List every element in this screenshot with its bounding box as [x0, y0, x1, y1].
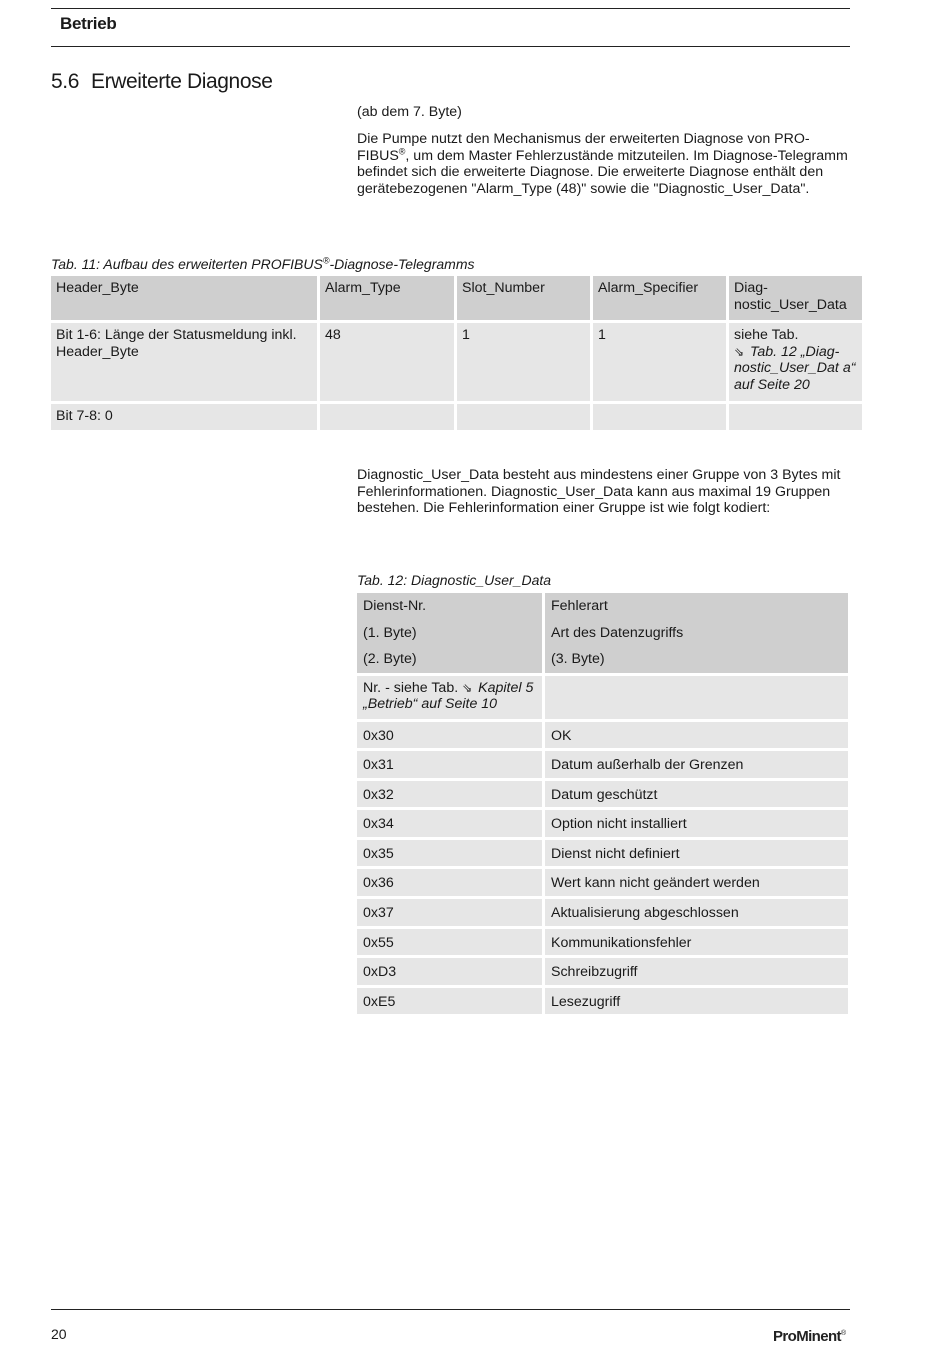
cell-code: 0x32 [357, 781, 542, 808]
table12-caption: Tab. 12: Diagnostic_User_Data [357, 572, 552, 588]
cell-service-number-note [357, 676, 542, 719]
cell-slot-number: 1 [457, 323, 590, 401]
table-header-row [357, 593, 848, 673]
cell-alarm-type: 48 [320, 323, 454, 401]
table-row [357, 722, 848, 749]
diagnose-telegram-table [48, 273, 865, 433]
header-cell-diagnostic-user-data: Diag-nostic_User_Data [729, 276, 862, 320]
table11-caption [51, 256, 474, 272]
note-prefix: Nr. - siehe Tab. [363, 679, 459, 696]
header-cell-alarm-specifier: Alarm_Specifier [593, 276, 726, 320]
table-row [357, 988, 848, 1015]
header-cell-error-type [545, 593, 848, 673]
table-row [51, 323, 862, 401]
logo-text: ProMinent [773, 1328, 841, 1345]
cell-description: Aktualisierung abgeschlossen [545, 899, 848, 926]
table-row [51, 404, 862, 430]
intro-text-part1: Die Pumpe nutzt den Mechanismus der erweiterten Diagnose von PRO-FIBUS [357, 131, 810, 164]
cell-empty [729, 404, 862, 430]
cell-code: 0x31 [357, 751, 542, 778]
cell-header-byte: Bit 7-8: 0 [51, 404, 317, 430]
header-line: (2. Byte) [363, 651, 417, 667]
section-heading [51, 70, 273, 94]
table-row [357, 810, 848, 837]
cell-code: 0x34 [357, 810, 542, 837]
table11-caption-part2: -Diagnose-Telegramms [329, 256, 475, 272]
cell-description: Kommunikationsfehler [545, 929, 848, 956]
table-row [357, 840, 848, 867]
table-row [357, 958, 848, 985]
diagnostic-user-data-paragraph: Diagnostic_User_Data besteht aus mindestens einer Gruppe von 3 Bytes mit Fehlerinformationen. Diagnostic_User_Data kann aus maximal 19 Gruppen bestehen. Die Fehlerinformation einer Gruppe ist wie folgt kodiert: [357, 467, 841, 517]
page-number: 20 [51, 1326, 67, 1342]
table-row [357, 751, 848, 778]
cell-code: 0xD3 [357, 958, 542, 985]
cell-description: Datum außerhalb der Grenzen [545, 751, 848, 778]
table12-cross-reference-link[interactable] [734, 344, 855, 393]
header-cell-alarm-type: Alarm_Type [320, 276, 454, 320]
table-row [357, 869, 848, 896]
cell-code: 0xE5 [357, 988, 542, 1015]
header-top-rule [51, 8, 850, 9]
section-number: 5.6 [51, 70, 79, 93]
table11-caption-part1: Tab. 11: Aufbau des erweiterten PROFIBUS [51, 256, 323, 272]
cross-reference-text: Tab. 12 „Diag-nostic_User_Dat a“ auf Seite 20 [734, 343, 856, 393]
intro-text-part2: , um dem Master Fehlerzustände mitzuteilen. Im Diagnose-Telegramm befindet sich die erweiterte Diagnose. Die erweiterte Diagnose enthält den gerätebezogenen "Alarm_Type (48)" sowie die "Diagnostic_User_Data". [357, 147, 848, 197]
logo-registered-mark: ® [840, 1330, 846, 1337]
cell-description: Lesezugriff [545, 988, 848, 1015]
running-header: Betrieb [60, 14, 117, 33]
header-cell-header-byte: Header_Byte [51, 276, 317, 320]
table-row [357, 676, 848, 719]
cell-code: 0x35 [357, 840, 542, 867]
cell-code: 0x37 [357, 899, 542, 926]
cell-diagnostic-user-data [729, 323, 862, 401]
cross-reference-arrow-icon: ⇘ [462, 680, 473, 695]
table11-caption-reg: ® [322, 255, 330, 266]
cross-reference-text: Kapitel 5 „Betrieb“ auf Seite 10 [363, 679, 534, 713]
header-line: (1. Byte) [363, 624, 417, 641]
header-line: Dienst-Nr. [363, 598, 427, 614]
cell-alarm-specifier: 1 [593, 323, 726, 401]
cell-empty [457, 404, 590, 430]
cell-code: 0x36 [357, 869, 542, 896]
header-cell-service-number [357, 593, 542, 673]
header-cell-slot-number: Slot_Number [457, 276, 590, 320]
diagnostic-user-data-table [354, 590, 851, 1017]
table-row [357, 899, 848, 926]
header-line: Fehlerart [551, 598, 608, 614]
table-row [357, 781, 848, 808]
intro-paragraph [357, 131, 852, 197]
byte-note: (ab dem 7. Byte) [357, 104, 462, 120]
cell-header-byte: Bit 1-6: Länge der Statusmeldung inkl. Header_Byte [51, 323, 317, 401]
header-line: (3. Byte) [551, 651, 605, 667]
cross-reference-arrow-icon: ⇘ [734, 344, 745, 359]
header-bottom-rule [51, 46, 850, 47]
section-title: Erweiterte Diagnose [91, 70, 273, 93]
cell-description: OK [545, 722, 848, 749]
cell-description: Schreibzugriff [545, 958, 848, 985]
header-line: Art des Datenzugriffs [551, 624, 684, 641]
cell-empty [320, 404, 454, 430]
footer-rule [51, 1309, 850, 1310]
prominent-logo [773, 1328, 846, 1345]
cell-code: 0x30 [357, 722, 542, 749]
cell-empty [545, 676, 848, 719]
cell-description: Dienst nicht definiert [545, 840, 848, 867]
cell-empty [593, 404, 726, 430]
table-row [357, 929, 848, 956]
cell-description: Wert kann nicht geändert werden [545, 869, 848, 896]
cell-description: Option nicht installiert [545, 810, 848, 837]
table-header-row [51, 276, 862, 320]
cell-description: Datum geschützt [545, 781, 848, 808]
see-table-text: siehe Tab. [734, 327, 799, 343]
registered-mark: ® [398, 145, 406, 156]
cell-code: 0x55 [357, 929, 542, 956]
